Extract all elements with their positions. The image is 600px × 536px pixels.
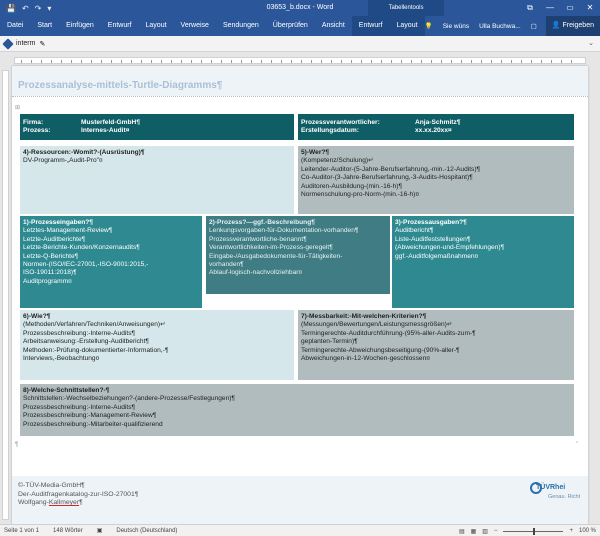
ruler-tick bbox=[341, 60, 342, 63]
paragraph-mark: ¶ bbox=[15, 442, 19, 448]
how-line: Prozessbeschreibung:-Interne-Audits¶ bbox=[23, 329, 136, 337]
tab-verweise[interactable]: Verweise bbox=[180, 22, 209, 29]
inputs-line: Letzte-Auditberichte¶ bbox=[23, 235, 86, 243]
document-title: 03653_b.docx - Word bbox=[266, 4, 334, 11]
page-header-title: Prozessanalyse-mittels-Turtle-Diagramms¶ bbox=[18, 80, 223, 91]
ruler-tick bbox=[381, 60, 382, 63]
verantwortlich-label: Prozessverantwortlicher: bbox=[301, 118, 380, 126]
how-line: Interviews,-Beobachtung¤ bbox=[23, 355, 100, 363]
how-heading: 6)-Wie?¶ bbox=[23, 313, 51, 320]
horizontal-ruler[interactable] bbox=[14, 57, 586, 64]
measure-line: Abweichungen-in-12-Wochen-geschlossen¤ bbox=[301, 355, 430, 363]
ruler-tick bbox=[31, 60, 32, 63]
datum-label: Erstellungsdatum: bbox=[301, 127, 359, 134]
outputs-line: ggf.-Auditfolgemaßnahmen¤ bbox=[395, 252, 479, 260]
footer-line-2: Der-Auditfragenkatalog-zur-ISO-27001¶ bbox=[18, 490, 139, 498]
inputs-line: Letzte-Q-Berichte¶ bbox=[23, 252, 79, 260]
user-name[interactable]: Ulla Buchwa... bbox=[479, 22, 521, 30]
ribbon-right bbox=[420, 16, 600, 36]
ruler-tick bbox=[501, 60, 502, 63]
ruler-tick bbox=[461, 60, 462, 63]
table-move-handle[interactable]: ⊞ bbox=[15, 105, 21, 111]
zoom-in-button[interactable]: + bbox=[569, 528, 573, 534]
ruler-tick bbox=[301, 60, 302, 63]
ruler-tick bbox=[351, 60, 352, 63]
inputs-line: ISO-19011:2018)¶ bbox=[23, 269, 77, 277]
ruler-tick bbox=[571, 60, 572, 63]
edit-icon[interactable]: ✎ bbox=[39, 40, 46, 48]
ruler-tick bbox=[371, 60, 372, 63]
cell-who[interactable] bbox=[298, 146, 574, 214]
inputs-line: Normen-(ISO/IEC-27001,-ISO-9001:2015,- bbox=[23, 261, 149, 269]
table-resize-handle[interactable]: ▫ bbox=[576, 440, 579, 446]
measure-line: (Messungen/Bewertungen/Leistungsmessgrößen)↵ bbox=[301, 321, 453, 329]
style-tag-icon bbox=[2, 38, 13, 49]
tab-layout[interactable]: Layout bbox=[145, 22, 167, 29]
who-line: Leitender-Auditor-(5-Jahre-Berufserfahrung,-min.-12-Audits)¶ bbox=[301, 165, 481, 173]
verantwortlich-value: Anja-Schmitz¶ bbox=[415, 118, 461, 126]
ruler-tick bbox=[541, 60, 542, 63]
inputs-heading: 1)-Prozesseingaben?¶ bbox=[23, 219, 93, 226]
tuv-logo-text: TÜVRhei bbox=[536, 484, 566, 491]
ruler-tick bbox=[201, 60, 202, 63]
ruler-tick bbox=[311, 60, 312, 63]
status-right bbox=[459, 525, 596, 536]
status-bar bbox=[0, 524, 600, 536]
ribbon-display-icon[interactable]: ⧉ bbox=[527, 3, 533, 12]
tell-me-icon[interactable]: 💡 bbox=[424, 23, 433, 30]
close-button[interactable]: ✕ bbox=[586, 3, 594, 12]
ruler-tick bbox=[101, 60, 102, 63]
ruler-tick bbox=[211, 60, 212, 63]
ruler-tick bbox=[41, 60, 42, 63]
outputs-heading: 3)-Prozessausgaben?¶ bbox=[395, 219, 467, 226]
cell-resources[interactable] bbox=[20, 146, 294, 214]
measure-line: Termingerechte-Auditdurchführung-(95%-aller-Audits-zum-¶ bbox=[301, 329, 476, 337]
language[interactable]: Deutsch (Deutschland) bbox=[116, 527, 178, 534]
comment-icon[interactable]: ▢ bbox=[530, 23, 537, 30]
ruler-tick bbox=[441, 60, 442, 63]
ruler-tick bbox=[481, 60, 482, 63]
footer-line-1: ©-TÜV-Media-GmbH¶ bbox=[18, 482, 85, 489]
process-line: Eingabe-/Ausgabedokumente-für-Tätigkeiten- bbox=[209, 252, 343, 260]
ruler-tick bbox=[81, 60, 82, 63]
ruler-tick bbox=[321, 60, 322, 63]
tab-start[interactable]: Start bbox=[37, 22, 53, 29]
cell-how[interactable] bbox=[20, 310, 294, 380]
zoom-level[interactable]: 100 % bbox=[578, 528, 596, 534]
ruler-tick bbox=[191, 60, 192, 63]
ruler-tick bbox=[561, 60, 562, 63]
ruler-tick bbox=[121, 60, 122, 63]
web-layout-icon[interactable]: ▥ bbox=[482, 528, 488, 535]
tab-table-entwurf[interactable]: Entwurf bbox=[352, 16, 390, 36]
tuv-logo-slogan: Genau. Richt bbox=[548, 494, 581, 500]
customize-icon[interactable]: ▾ bbox=[47, 3, 52, 13]
cell-measurability[interactable] bbox=[298, 310, 574, 380]
ruler-tick bbox=[91, 60, 92, 63]
tab-einfuegen[interactable]: Einfügen bbox=[66, 22, 94, 29]
footer-author-last: Kallmeyer bbox=[48, 499, 80, 506]
tab-table-layout[interactable]: Layout bbox=[390, 16, 425, 36]
resources-line: DV-Programm-„Audit-Pro"¤ bbox=[23, 157, 103, 165]
ruler-tick bbox=[131, 60, 132, 63]
ruler-tick bbox=[251, 60, 252, 63]
zoom-out-button[interactable]: − bbox=[493, 528, 498, 534]
ruler-tick bbox=[521, 60, 522, 63]
ruler-tick bbox=[291, 60, 292, 63]
ruler-tick bbox=[451, 60, 452, 63]
document-page[interactable] bbox=[12, 66, 588, 524]
footer-pilcrow: ¶ bbox=[79, 499, 83, 506]
ruler-tick bbox=[551, 60, 552, 63]
cell-process-description[interactable] bbox=[206, 216, 390, 294]
share-button[interactable] bbox=[546, 16, 600, 36]
process-line: vorhanden¶ bbox=[209, 261, 244, 269]
ruler-tick bbox=[21, 60, 22, 63]
cell-interfaces[interactable] bbox=[20, 384, 574, 436]
cell-process-outputs[interactable] bbox=[392, 216, 574, 308]
ruler-tick bbox=[241, 60, 242, 63]
process-line: Prozessverantwortliche-benannt¶ bbox=[209, 235, 307, 243]
footer-author-first: Wolfgang- bbox=[18, 499, 49, 506]
measure-line: geplanten-Termin)¶ bbox=[301, 338, 358, 346]
cell-company-process[interactable] bbox=[20, 114, 294, 140]
ruler-tick bbox=[271, 60, 272, 63]
expand-ribbon-icon[interactable]: ⌄ bbox=[588, 40, 594, 47]
process-line: Ablauf-logisch-nachvollziehbar¤ bbox=[209, 269, 303, 277]
page-footer bbox=[12, 476, 588, 524]
ruler-tick bbox=[151, 60, 152, 63]
person-icon: 👤 bbox=[551, 22, 563, 29]
how-line: Arbeitsanweisung:-Erstellung-Auditbericht¶ bbox=[23, 338, 149, 346]
interfaces-line: Schnittstellen:-Wechselbeziehungen?-(andere-Prozesse/Festlegungen)¶ bbox=[23, 395, 235, 403]
footer-text bbox=[18, 482, 138, 508]
tab-datei[interactable]: Datei bbox=[7, 22, 24, 29]
zoom-slider[interactable] bbox=[503, 531, 563, 532]
prozess-value: Internes-Audit¤ bbox=[81, 127, 130, 134]
who-line: (Kompetenz/Schulung)↵ bbox=[301, 157, 374, 165]
page-count[interactable]: Seite 1 von 1 bbox=[4, 527, 40, 534]
context-tab-title: Tabellentools bbox=[368, 0, 444, 16]
ruler-tick bbox=[391, 60, 392, 63]
who-line: Auditoren-Ausbildung-(min.-16-h)¶ bbox=[301, 182, 403, 190]
word-count[interactable]: 148 Wörter bbox=[53, 527, 83, 534]
page-header bbox=[12, 66, 588, 96]
read-mode-icon[interactable]: ▤ bbox=[458, 528, 465, 535]
style-name[interactable]: interm bbox=[16, 40, 36, 47]
interfaces-line: Prozessbeschreibung:-Management-Review¶ bbox=[23, 412, 157, 420]
ribbon-tabs bbox=[0, 16, 600, 36]
resources-heading: 4)-Ressourcen:-Womit?-(Ausrüstung)¶ bbox=[23, 149, 145, 156]
ruler-tick bbox=[51, 60, 52, 63]
outputs-line: Auditbericht¶ bbox=[395, 227, 434, 235]
how-line: (Methoden/Verfahren/Techniken/Anweisungen)↵ bbox=[23, 321, 166, 329]
cell-owner-date[interactable] bbox=[298, 114, 574, 140]
ruler-tick bbox=[491, 60, 492, 63]
interfaces-line: Prozessbeschreibung:-Mitarbeiter-qualifizierend bbox=[23, 420, 163, 428]
firma-value: Musterfeld-GmbH¶ bbox=[81, 118, 140, 126]
ruler-tick bbox=[61, 60, 62, 63]
undo-icon[interactable]: ↶ bbox=[21, 3, 29, 13]
ruler-tick bbox=[331, 60, 332, 63]
ruler-tick bbox=[141, 60, 142, 63]
tab-entwurf[interactable]: Entwurf bbox=[107, 22, 132, 29]
ruler-tick bbox=[171, 60, 172, 63]
window-controls bbox=[520, 0, 600, 16]
ruler-tick bbox=[361, 60, 362, 63]
ruler-tick bbox=[411, 60, 412, 63]
ruler-tick bbox=[261, 60, 262, 63]
tab-sendungen[interactable]: Sendungen bbox=[222, 22, 259, 29]
header-separator bbox=[12, 96, 588, 97]
inputs-line: Letztes-Management-Review¶ bbox=[23, 227, 113, 235]
ruler-tick bbox=[511, 60, 512, 63]
cell-process-inputs[interactable] bbox=[20, 216, 202, 308]
ruler-tick bbox=[161, 60, 162, 63]
proofing-icon[interactable]: ▣ bbox=[96, 528, 103, 534]
ruler-tick bbox=[181, 60, 182, 63]
measure-line: Termingerechte-Abweichungsbeseitigung-(90%-aller-¶ bbox=[301, 346, 460, 354]
datum-value: xx.xx.20xx¤ bbox=[415, 127, 452, 134]
ruler-tick bbox=[421, 60, 422, 63]
ruler-tick bbox=[471, 60, 472, 63]
redo-icon[interactable]: ↷ bbox=[34, 3, 42, 13]
ruler-tick bbox=[111, 60, 112, 63]
measure-heading: 7)-Messbarkeit:-Mit-welchen-Kriterien?¶ bbox=[301, 313, 427, 320]
who-heading: 5)-Wer?¶ bbox=[301, 149, 330, 156]
inputs-line: Auditprogramm¤ bbox=[23, 277, 72, 285]
vertical-ruler[interactable] bbox=[2, 70, 9, 520]
how-line: Methoden:-Prüfung-dokumentierter-Information,-¶ bbox=[23, 346, 169, 354]
minimize-button[interactable]: — bbox=[546, 3, 554, 12]
process-heading: 2)-Prozess?—ggf.-Beschreibung¶ bbox=[209, 219, 315, 226]
tab-ueberpruefen[interactable]: Überprüfen bbox=[272, 22, 308, 29]
share-label: Freigeben bbox=[562, 22, 594, 29]
ruler-tick bbox=[531, 60, 532, 63]
tell-me-field[interactable]: Sie wüns bbox=[442, 22, 470, 30]
inputs-line: Letzte-Berichte-Kunden/Konzernaudits¶ bbox=[23, 244, 140, 252]
ruler-tick bbox=[221, 60, 222, 63]
ruler-tick bbox=[231, 60, 232, 63]
who-line: Co-Auditor-(3-Jahre-Berufserfahrung,-3-Audits-Hospitant)¶ bbox=[301, 174, 473, 182]
title-bar bbox=[0, 0, 600, 16]
prozess-label: Prozess: bbox=[23, 127, 51, 134]
interfaces-line: Prozessbeschreibung:-Interne-Audits¶ bbox=[23, 403, 136, 411]
firma-label: Firma: bbox=[23, 118, 44, 126]
process-line: Verantwortlichkeiten-im-Prozess-geregelt¶ bbox=[209, 244, 333, 252]
zoom-slider-knob[interactable] bbox=[533, 528, 535, 535]
outputs-line: (Abweichungen-und-Empfehlungen)¶ bbox=[395, 244, 505, 252]
who-line: Normenschulung-pro-Norm-(min.-16-h)¤ bbox=[301, 191, 419, 199]
print-layout-icon[interactable]: ▦ bbox=[470, 528, 477, 535]
outputs-line: Liste-Auditfeststellungen¶ bbox=[395, 235, 471, 243]
interfaces-heading: 8)-Welche-Schnittstellen?-¶ bbox=[23, 387, 110, 394]
save-icon[interactable]: 💾 bbox=[6, 3, 16, 13]
tab-ansicht[interactable]: Ansicht bbox=[321, 22, 345, 29]
style-toolbar bbox=[0, 36, 600, 52]
restore-button[interactable]: ▭ bbox=[566, 3, 574, 12]
ruler-tick bbox=[401, 60, 402, 63]
process-line: Lenkungsvorgaben-für-Dokumentation-vorhanden¶ bbox=[209, 227, 359, 235]
ruler-tick bbox=[71, 60, 72, 63]
footer-line-3 bbox=[18, 499, 138, 508]
ruler-tick bbox=[431, 60, 432, 63]
ruler-tick bbox=[281, 60, 282, 63]
